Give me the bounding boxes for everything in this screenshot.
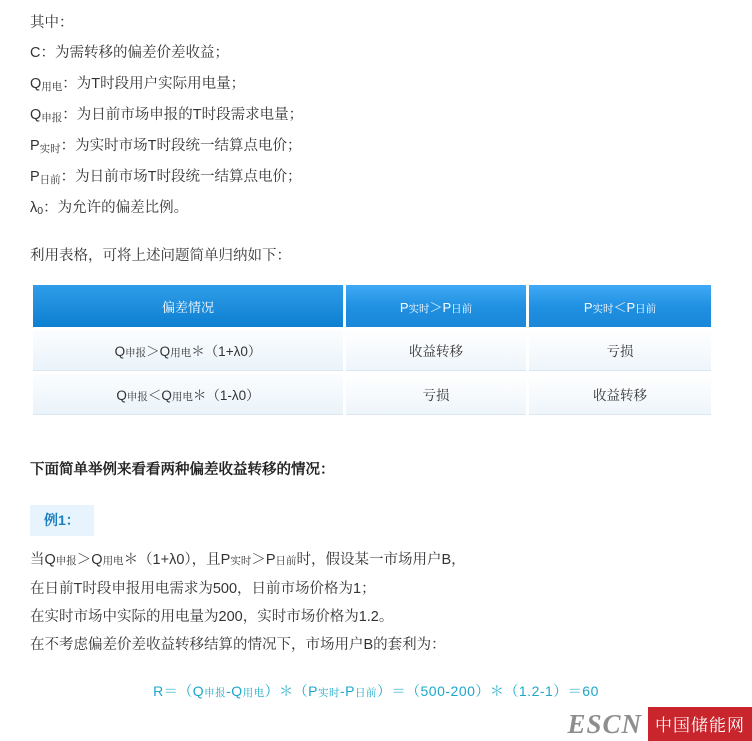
symbol-q2-subscript: 申报 <box>41 112 63 124</box>
table-header-condition-label: 偏差情况 <box>161 299 214 315</box>
r2-s2: 用电 <box>171 391 193 403</box>
hdr2-s1: 实时 <box>408 302 430 315</box>
row1-col3-cell: 亏损 <box>529 330 711 371</box>
definition-item-c <box>30 38 722 69</box>
hdr3-p2: P <box>626 299 636 315</box>
f-a-sub: 申报 <box>204 687 227 699</box>
r2-q2: Q <box>161 388 172 403</box>
ex1-b-sub: 用电 <box>102 555 124 567</box>
table-intro-text: 利用表格，可将上述问题简单归纳如下： <box>30 248 291 264</box>
symbol-p2-subscript: 日前 <box>39 174 61 186</box>
hdr3-p1: P <box>583 299 593 315</box>
f-b: -Q <box>226 683 243 699</box>
symbol-lambda: λ <box>30 200 38 216</box>
r1-op: ＞ <box>146 344 160 359</box>
table-row <box>33 374 711 415</box>
symbol-lambda-subscript: 0 <box>37 205 44 217</box>
r2-op: ＜ <box>147 388 162 403</box>
f-d: -P <box>340 683 356 699</box>
symbol-c: C <box>30 45 41 61</box>
deviation-summary-table <box>30 282 714 418</box>
symbol-p1-subscript: 实时 <box>39 143 61 155</box>
hdr3-s2: 日前 <box>635 302 657 315</box>
hdr2-op: ＞ <box>429 299 443 315</box>
watermark-chinese-label: 中国储能网 <box>648 707 752 741</box>
example-tag: 例1： <box>30 505 94 536</box>
ex1-c-sub: 实时 <box>230 555 252 567</box>
example-line-4: 在不考虑偏差价差收益转移结算的情况下，市场用户B的套利为： <box>30 637 446 653</box>
row2-condition-cell <box>33 374 343 415</box>
r2-q1: Q <box>116 388 127 403</box>
ex1-a-sub: 申报 <box>55 555 77 567</box>
example-formula <box>30 681 722 701</box>
watermark <box>567 707 752 741</box>
f-e: ）＝（500-200）＊（1.2-1）＝60 <box>377 683 599 699</box>
definition-p2-text: ：为日前市场T时段统一结算点电价； <box>60 169 302 185</box>
table-header-row <box>33 285 711 327</box>
definition-q2-text: ：为日前市场申报的T时段需求电量； <box>62 107 304 123</box>
ex1-d-sub: 日前 <box>275 555 297 567</box>
row1-condition-cell <box>33 330 343 371</box>
symbol-p2: P <box>30 169 40 185</box>
ex1-c: ＊（1+λ0），且P <box>123 552 231 568</box>
table-header-condition <box>33 285 343 327</box>
ex1-a: 当Q <box>30 552 56 568</box>
definition-item-p-riqian <box>30 162 722 193</box>
example-tag-wrapper <box>30 505 722 546</box>
definition-item-q-yongdian <box>30 69 722 100</box>
f-a: R＝（Q <box>153 683 205 699</box>
definition-item-p-shishi <box>30 131 722 162</box>
symbol-q1-subscript: 用电 <box>41 81 63 93</box>
definition-lambda-text: ：为允许的偏差比例。 <box>43 200 189 216</box>
definition-item-lambda <box>30 193 722 224</box>
definitions-heading: 其中： <box>30 15 74 31</box>
r2-s1: 申报 <box>126 391 148 403</box>
hdr2-p1: P <box>399 299 409 315</box>
row2-col2-cell: 亏损 <box>346 374 526 415</box>
ex1-e: 时，假设某一市场用户B， <box>296 552 466 568</box>
watermark-brand: ESCN <box>567 708 642 739</box>
f-c-sub: 实时 <box>318 687 341 699</box>
r1-q1: Q <box>114 344 126 359</box>
hdr3-op: ＜ <box>613 299 627 315</box>
ex1-d: ＞P <box>251 552 276 568</box>
row1-col2-cell: 收益转移 <box>346 330 526 371</box>
r1-tail: ＊（1+λ0） <box>191 344 262 359</box>
r1-s2: 用电 <box>170 347 192 359</box>
example-line-1 <box>30 546 722 575</box>
definition-item-q-shenbao <box>30 100 722 131</box>
definition-p1-text: ：为实时市场T时段统一结算点电价； <box>60 138 302 154</box>
hdr3-s1: 实时 <box>592 302 614 315</box>
symbol-q1: Q <box>30 76 42 92</box>
r1-q2: Q <box>159 344 171 359</box>
symbol-p1: P <box>30 138 40 154</box>
r2-tail: ＊（1-λ0） <box>192 388 260 403</box>
f-b-sub: 用电 <box>242 687 265 699</box>
example-line-3: 在实时市场中实际的用电量为200，实时市场价格为1.2。 <box>30 609 394 625</box>
r1-s1: 申报 <box>125 347 147 359</box>
example-line-2: 在日前T时段申报用电需求为500，日前市场价格为1； <box>30 581 376 597</box>
symbol-q2: Q <box>30 107 42 123</box>
table-row <box>33 330 711 371</box>
table-header-price-less <box>529 285 711 327</box>
hdr2-s2: 日前 <box>451 302 473 315</box>
row2-col3-cell: 收益转移 <box>529 374 711 415</box>
ex1-b: ＞Q <box>76 552 103 568</box>
section-heading: 下面简单举例来看看两种偏差收益转移的情况： <box>30 462 335 478</box>
f-c: ）＊（P <box>264 683 319 699</box>
f-d-sub: 日前 <box>355 687 378 699</box>
definition-q1-text: ：为T时段用户实际用电量； <box>62 76 246 92</box>
table-header-price-greater <box>346 285 526 327</box>
definition-c-text: ：为需转移的偏差价差收益； <box>40 45 229 61</box>
hdr2-p2: P <box>442 299 452 315</box>
